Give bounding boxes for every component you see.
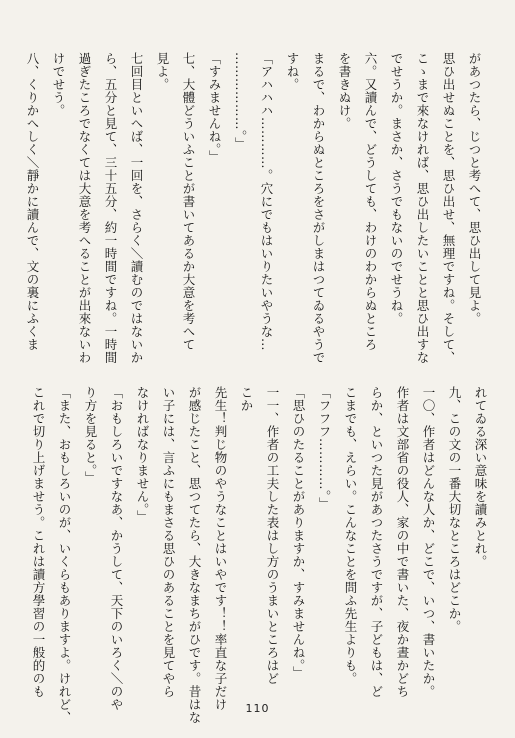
text-line: い子には、言ふにもまさる思ひのあることを見てやら [161, 386, 176, 698]
text-line: 思ひ出せぬことを、思ひ出せ、無理ですね。そして、 [441, 52, 456, 364]
text-line: があつたら、じつと考へて、思ひ出して見よ。 [467, 52, 482, 325]
text-line: ら、五分と見て、三十五分、約一時間ですね。一時間 [103, 52, 118, 364]
text-line: 「おもしろいですなあ、かうして、天下のいろく＼のや [109, 386, 124, 711]
text-line: が感じたこと、思つてたら、大きなまちがひです。昔はな [187, 386, 202, 724]
text-line: 一一、作者の工夫した表はし方のうまいところはど [265, 386, 280, 685]
text-line: 九、この文の一番大切なところはどこか。 [447, 386, 462, 633]
text-line: 八、くりかへしく＼靜かに讀んで、文の裏にふくま [25, 52, 40, 351]
text-line: を書きぬけ。 [337, 52, 352, 130]
text-line: らか、といつた見があつたさうですが、子どもは、ど [369, 386, 384, 698]
upper-text-block [19, 52, 487, 364]
text-line: 作者は文部省の役人、家の中で書いた、夜か晝かどち [395, 386, 410, 698]
text-line: こまでも、えらい。こんなことを問ふ先生よりも。 [343, 386, 358, 685]
text-line: すね。 [285, 52, 300, 91]
text-line: こか [239, 386, 254, 412]
text-line: 「また、おもしろいのが、いくらもありますよ。けれど、 [57, 386, 72, 724]
text-line: なければなりません。」 [135, 386, 150, 523]
text-line: でせうか。まさか、さうでもないのでせうね。 [389, 52, 404, 325]
text-line: 過ぎたころでなくては大意を考へることが出來ないわ [77, 52, 92, 364]
text-line: 見よ。 [155, 52, 170, 91]
text-line: 「フフフ…………。」 [317, 386, 332, 510]
text-line: 先生！判じ物のやうなことはいやです！！率直な子だけ [213, 386, 228, 711]
text-line: れてゐる深い意味を讀みとれ。 [473, 386, 488, 568]
page-number: 110 [245, 702, 270, 715]
text-line: 「すみませんね。」 [207, 52, 222, 163]
text-line: 「思ひのたることがありますか、すみませんね。」 [291, 386, 306, 679]
text-line: こゝまで來なければ、思ひ出したいことと思ひ出すな [415, 52, 430, 364]
text-line: これで切り上げませう。これは讀方學習の一般的のも [31, 386, 46, 698]
text-line: ………………。」 [233, 52, 248, 150]
text-line: 「アハハハ…………。穴にでもはいりたいやうな… [259, 52, 274, 351]
text-line: 六。又讀んで、どうしても、わけのわからぬところ [363, 52, 378, 351]
text-line: 一〇、作者はどんな人か、どこで、いつ、書いたか。 [421, 386, 436, 698]
text-line: けでせう。 [51, 52, 66, 117]
text-line: 七回目といへば、一回を、さらく＼讀むのではないか [129, 52, 144, 364]
text-line: 七、大體どういふことが書いてあるか大意を考へて [181, 52, 196, 351]
text-line: まるで、わからぬところをさがしまはつてゐるやうで [311, 52, 326, 364]
text-line: り方を見ると。」 [83, 386, 98, 484]
